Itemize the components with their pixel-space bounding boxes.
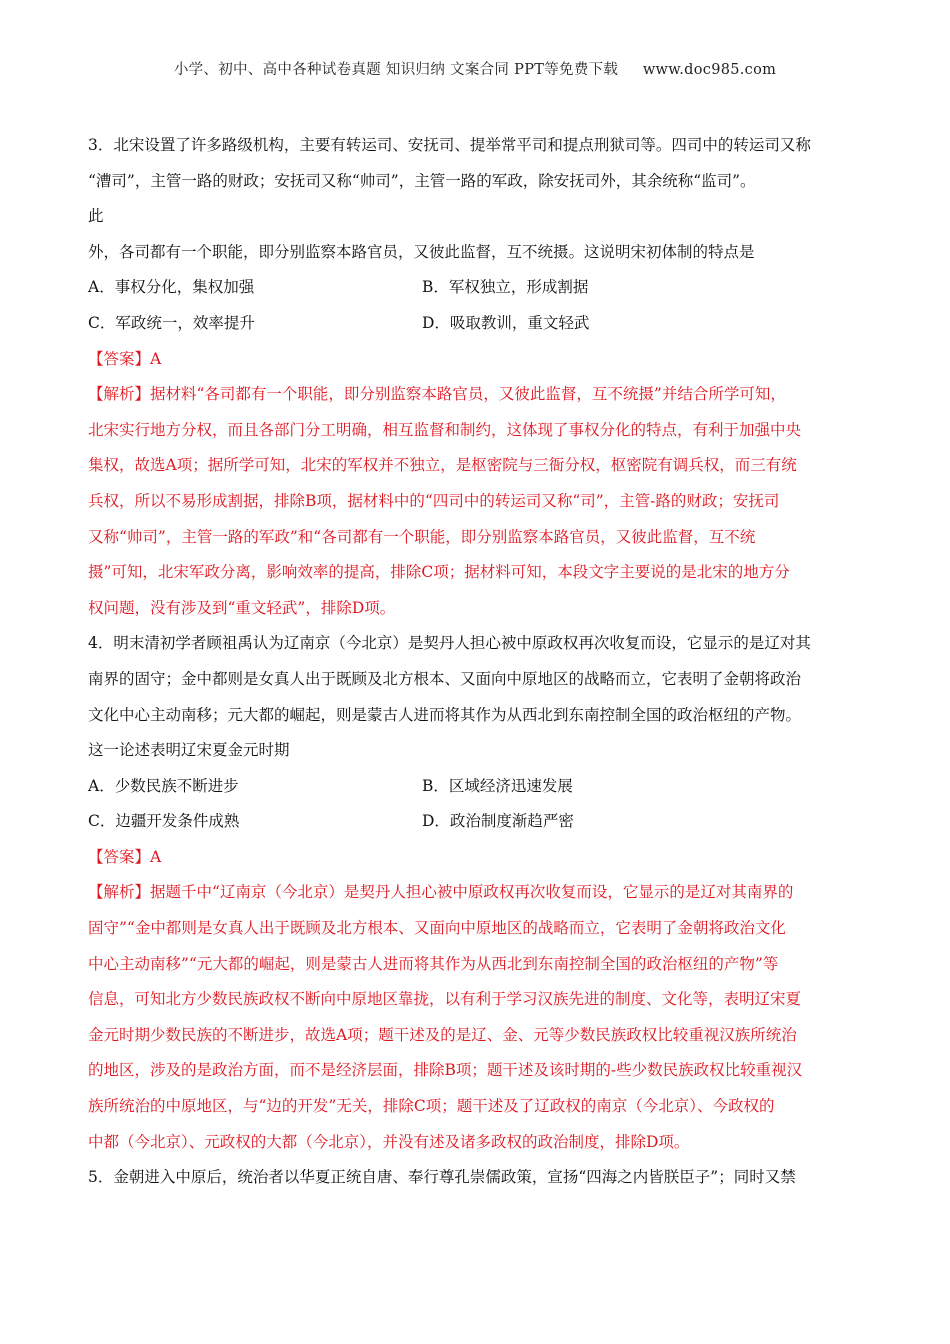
question-3-line: 外，各司都有一个职能，即分别监察本路官员，又彼此监督，互不统摄。这说明宋初体制的特点是 xyxy=(88,242,755,261)
option-d: D．政治制度渐趋严密 xyxy=(422,812,574,831)
question-3-options-row xyxy=(88,270,864,306)
question-4-line: 这一论述表明辽宋夏金元时期 xyxy=(88,741,290,760)
analysis-line: 北宋实行地方分权，而且各部门分工明确，相互监督和制约，这体现了事权分化的特点，有利于加强中央 xyxy=(88,420,802,439)
analysis-line: 固守”“金中都则是女真人出于既顾及北方根本、又面向中原地区的战略而立，它表明了金朝将政治文化 xyxy=(88,919,786,938)
analysis-line: 中都（今北京）、元政权的大都（今北京），并没有述及诸多政权的政治制度，排除D项。 xyxy=(88,1132,690,1151)
analysis-line: 兵权，所以不易形成割据，排除B项，据材料中的“四司中的转运司又称“司”，主管-路的财政；安抚司 xyxy=(88,491,780,510)
analysis-line: 金元时期少数民族的不断进步，故选A项；题干述及的是辽、金、元等少数民族政权比较重视汉族所统治 xyxy=(88,1025,797,1044)
question-4-line: 4．明末清初学者顾祖禹认为辽南京（今北京）是契丹人担心被中原政权再次收复而设，它显示的是辽对其 xyxy=(88,634,811,653)
question-4-options-row xyxy=(88,769,864,805)
answer: 【答案】A xyxy=(88,847,162,866)
page-header: 小学、初中、高中各种试卷真题 知识归纳 文案合同 PPT等免费下载 www.doc985.com xyxy=(173,62,777,78)
option-a: A．事权分化，集权加强 xyxy=(88,278,255,297)
question-3 xyxy=(88,128,864,626)
question-3-line: 此 xyxy=(88,207,104,226)
analysis-line: 又称“帅司”，主管一路的军政”和“各司都有一个职能，即分别监察本路官员，又彼此监督，互不统 xyxy=(88,527,756,546)
answer: 【答案】A xyxy=(88,349,162,368)
question-4-line: 文化中心主动南移；元大都的崛起，则是蒙古人进而将其作为从西北到东南控制全国的政治枢纽的产物。 xyxy=(88,705,802,724)
option-c: C．军政统一，效率提升 xyxy=(88,313,255,332)
question-4-line: 南界的固守；金中都则是女真人出于既顾及北方根本、又面向中原地区的战略而立，它表明了金朝将政治 xyxy=(88,669,802,688)
analysis-line: 族所统治的中原地区，与“边的开发”无关，排除C项；题干述及了辽政权的南京（今北京）、今政权的 xyxy=(88,1097,775,1116)
question-5 xyxy=(88,1160,864,1196)
document-body xyxy=(88,128,864,1196)
question-3-line: 3．北宋设置了许多路级机构，主要有转运司、安抚司、提举常平司和提点刑狱司等。四司中的转运司又称 xyxy=(88,136,811,154)
option-b: B．军权独立，形成割据 xyxy=(422,278,589,297)
analysis-line: 信息，可知北方少数民族政权不断向中原地区靠拢，以有利于学习汉族先进的制度、文化等，表明辽宋夏 xyxy=(88,990,802,1009)
analysis-line: 【解析】据题千中“辽南京（今北京）是契丹人担心被中原政权再次收复而设，它显示的是辽对其南界的 xyxy=(88,883,794,902)
analysis-line: 的地区，涉及的是政治方面，而不是经济层面，排除B项；题干述及该时期的-些少数民族政权比较重视汉 xyxy=(88,1061,803,1080)
analysis-line: 中心主动南移”“元大都的崛起，则是蒙古人进而将其作为从西北到东南控制全国的政治枢纽的产物”等 xyxy=(88,954,779,973)
question-4-options-row xyxy=(88,804,864,840)
question-3-options-row xyxy=(88,306,864,342)
option-c: C．边疆开发条件成熟 xyxy=(88,812,240,831)
question-3-line: “漕司”，主管一路的财政；安抚司又称“帅司”，主管一路的军政，除安抚司外，其余统称“监司”。 xyxy=(88,171,756,190)
question-5-line: 5．金朝进入中原后，统治者以华夏正统自唐、奉行尊孔崇儒政策，宣扬“四海之内皆朕臣子”；同时又禁 xyxy=(88,1168,796,1187)
analysis-line: 权问题，没有涉及到“重文轻武”，排除D项。 xyxy=(88,598,396,617)
option-b: B．区域经济迅速发展 xyxy=(422,776,573,795)
analysis-line: 摄”可知，北宋军政分离，影响效率的提高，排除C项；据材料可知，本段文字主要说的是北宋的地方分 xyxy=(88,563,790,582)
question-4 xyxy=(88,626,864,1160)
analysis-line: 【解析】据材料“各司都有一个职能，即分别监察本路官员，又彼此监督，互不统摄”并结合所学可知， xyxy=(88,385,786,404)
analysis-line: 集权，故选A项；据所学可知，北宋的军权并不独立，是枢密院与三衙分权，枢密院有调兵权，而三有统 xyxy=(88,456,797,475)
option-d: D．吸取教训，重文轻武 xyxy=(422,313,590,332)
option-a: A．少数民族不断进步 xyxy=(88,776,239,795)
